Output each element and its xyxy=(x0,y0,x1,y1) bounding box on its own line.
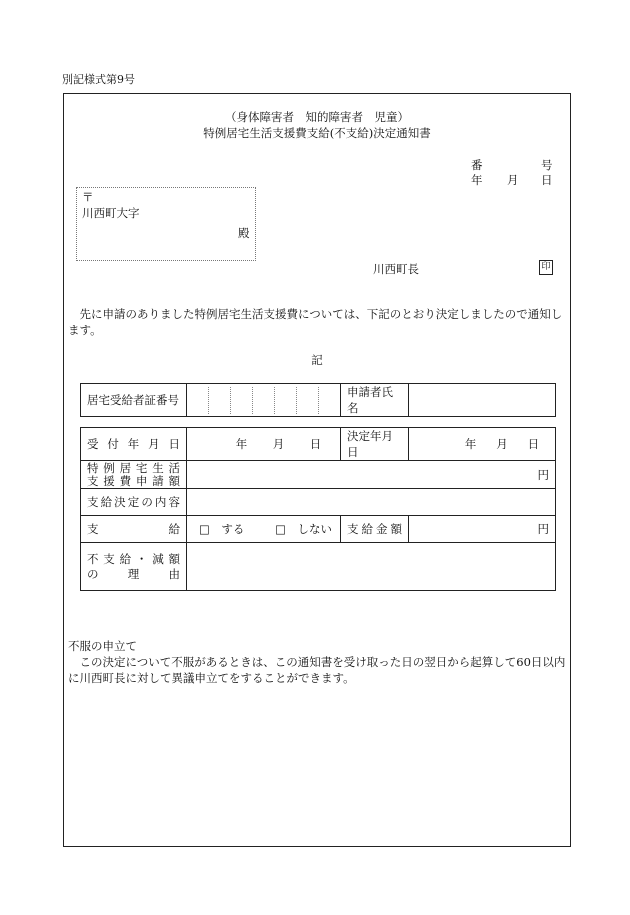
label-char: 日 xyxy=(527,437,540,451)
label-char: 日 xyxy=(168,437,180,451)
cert-number-field[interactable] xyxy=(187,384,341,417)
payment-yes-checkbox[interactable]: □ する xyxy=(199,522,245,536)
payment-options xyxy=(187,516,341,543)
label-char: の xyxy=(141,495,153,509)
decision-date-field[interactable] xyxy=(409,428,556,461)
applicant-name-field[interactable] xyxy=(409,384,556,417)
date-year-label: 年 xyxy=(471,173,483,187)
table-row xyxy=(81,516,556,543)
label-char: 内 xyxy=(154,495,167,509)
issuer-mayor: 川西町長 xyxy=(373,262,419,276)
received-date-label xyxy=(81,428,187,461)
number-label: 番 xyxy=(471,158,483,172)
label-char: 決 xyxy=(114,495,126,509)
label-char: 年 xyxy=(127,437,140,451)
label-char: 由 xyxy=(168,566,180,581)
label-char: 月 xyxy=(496,437,508,451)
label-char: ・ xyxy=(135,551,148,566)
notice-frame xyxy=(63,93,571,847)
label-char: 給 xyxy=(100,495,113,509)
objection-title: 不服の申立て xyxy=(68,639,137,653)
payment-no-checkbox[interactable]: □ しない xyxy=(275,522,332,536)
received-date-field[interactable] xyxy=(187,428,341,461)
cert-digit-boxes xyxy=(187,387,340,414)
number-suffix: 号 xyxy=(541,158,553,172)
table-row xyxy=(81,461,556,489)
label-char: 支 xyxy=(347,522,359,536)
label-char: 宅 xyxy=(135,460,148,475)
decision-content-label xyxy=(81,489,187,516)
objection-body: この決定について不服があるときは、この通知書を受け取った日の翌日から起算して60日以内に川西町長に対して異議申立てをすることができます。 xyxy=(68,655,566,685)
cert-digit-box[interactable] xyxy=(187,387,208,414)
label-char: 月 xyxy=(148,437,160,451)
label-char: 金 xyxy=(376,522,388,536)
label-char: 日 xyxy=(309,437,322,451)
table-row xyxy=(81,489,556,516)
label-char: 給 xyxy=(361,522,373,536)
address-box xyxy=(76,187,256,261)
seal-mark: 印 xyxy=(539,260,553,275)
label-char: 費 xyxy=(119,473,132,488)
table-row xyxy=(81,384,556,417)
cert-number-label: 居宅受給者証番号 xyxy=(81,384,187,417)
reason-field[interactable] xyxy=(187,543,556,591)
reason-label xyxy=(81,543,187,591)
label-char: 減 xyxy=(152,551,164,566)
label-char: 支 xyxy=(87,473,99,488)
label-char: 支 xyxy=(103,551,115,566)
label-char: 請 xyxy=(152,473,164,488)
requested-amount-label xyxy=(81,461,187,489)
address-honorific: 殿 xyxy=(238,226,250,240)
label-char: 月 xyxy=(272,437,285,451)
document-title: 特例居宅生活支援費支給(不支給)決定通知書 xyxy=(203,126,431,140)
requested-amount-field[interactable] xyxy=(187,461,556,489)
label-char: 居 xyxy=(119,460,132,475)
cert-digit-box[interactable] xyxy=(230,387,252,414)
cert-digit-box[interactable] xyxy=(274,387,296,414)
label-char: 容 xyxy=(168,495,180,509)
cert-digit-box[interactable] xyxy=(208,387,230,414)
address-town: 川西町大字 xyxy=(82,206,140,220)
cert-digit-box[interactable] xyxy=(296,387,318,414)
label-char: 生 xyxy=(152,460,164,475)
decision-date-label: 決定年月日 xyxy=(341,428,409,461)
form-number-label: 別記様式第9号 xyxy=(62,73,135,86)
payment-label xyxy=(81,516,187,543)
label-char: 申 xyxy=(135,473,148,488)
label-char: 理 xyxy=(127,566,140,581)
label-char: 例 xyxy=(103,460,115,475)
label-char: 支 xyxy=(87,495,99,509)
label-char: 特 xyxy=(87,460,99,475)
label-char: 活 xyxy=(168,460,180,475)
ki-heading: 記 xyxy=(311,353,323,367)
yen-unit: 円 xyxy=(537,522,549,536)
label-char: 給 xyxy=(168,522,180,536)
label-char: 不 xyxy=(87,551,99,566)
table-row xyxy=(81,428,556,461)
label-char: 額 xyxy=(168,551,180,566)
title-categories: （身体障害者 知的障害者 児童） xyxy=(225,110,409,124)
label-char: 額 xyxy=(390,522,402,536)
label-char: 額 xyxy=(168,473,180,488)
label-char: 付 xyxy=(107,437,119,451)
label-char: 年 xyxy=(235,437,248,451)
label-char: 受 xyxy=(87,437,99,451)
label-char: 年 xyxy=(464,437,477,451)
decision-table xyxy=(80,427,556,591)
label-char: 定 xyxy=(127,495,140,509)
payment-amount-label xyxy=(341,516,409,543)
yen-unit: 円 xyxy=(537,467,549,482)
certificate-table xyxy=(80,383,556,417)
label-char: 援 xyxy=(103,473,115,488)
label-char: 支 xyxy=(87,522,99,536)
table-row xyxy=(81,543,556,591)
date-month-label: 月 xyxy=(507,173,519,187)
payment-amount-field[interactable] xyxy=(409,516,556,543)
postal-mark: 〒 xyxy=(82,190,94,204)
cert-digit-box[interactable] xyxy=(318,387,340,414)
decision-content-field[interactable] xyxy=(187,489,556,516)
date-day-label: 日 xyxy=(541,173,553,187)
cert-digit-box[interactable] xyxy=(252,387,274,414)
applicant-name-label: 申請者氏名 xyxy=(341,384,409,417)
intro-paragraph: 先に申請のありました特例居宅生活支援費については、下記のとおり決定しましたので通知します。 xyxy=(68,307,563,337)
label-char: 給 xyxy=(119,551,132,566)
label-char: の xyxy=(87,566,99,581)
